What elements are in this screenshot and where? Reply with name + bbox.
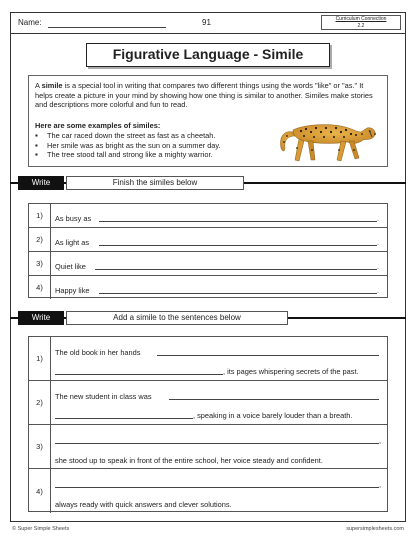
table-row [29,228,387,252]
row-number: 2) [29,381,51,424]
sentence-start: The new student in class was [55,392,152,401]
intro-text: is a special tool in writing that compares two different things using the words "like" or "as." It helps create a picture in your mind by showing how one thing is similar to another. Similes make stories and descriptions more colorful and fun to read. [35,81,373,110]
answer-line[interactable] [55,487,379,488]
intro-keyword: simile [41,81,63,90]
section1-tag: Write [18,176,64,190]
answer-line[interactable] [169,399,379,400]
comma-mark: , [379,436,382,445]
answer-line[interactable] [55,418,193,419]
table-row [29,469,387,513]
name-label: Name: [18,18,42,27]
row-number: 1) [29,337,51,380]
section2-tag: Write [18,311,64,325]
intro-paragraph [35,81,381,110]
sentence-end: , its pages whispering secrets of the past. [223,367,359,376]
answer-line[interactable] [95,269,377,270]
row-number: 3) [29,252,51,275]
sentence-end: she stood up to speak in front of the entire school, her voice steady and confident. [55,456,323,465]
example-item: ▪ The car raced down the street as fast as a cheetah. [35,131,221,141]
period-mark: . [377,286,380,295]
cheetah-illustration [275,110,379,166]
answer-line[interactable] [99,221,377,222]
page-title: Figurative Language - Simile [112,46,304,62]
name-field[interactable] [48,27,166,28]
section2-instruction: Add a simile to the sentences below [66,311,288,325]
row-number: 4) [29,469,51,513]
table-row [29,252,387,276]
row-number: 4) [29,276,51,299]
answer-line[interactable] [55,443,379,444]
row-number: 1) [29,204,51,227]
table-row [29,204,387,228]
curriculum-connection-badge [321,15,401,30]
example-item: ▪ Her smile was as bright as the sun on a summer day. [35,141,221,151]
table-row [29,276,387,299]
answer-line[interactable] [99,293,377,294]
title-box [86,43,330,67]
simile-prompt: Happy like [55,286,90,295]
sentence-end: , speaking in a voice barely louder than a breath. [193,411,353,420]
examples-title: Here are some examples of similes: [35,121,161,130]
row-number: 3) [29,425,51,468]
footer-copyright: © Super Simple Sheets [12,526,70,532]
period-mark: . [377,262,380,271]
simile-prompt: As light as [55,238,90,247]
example-item: ▪ The tree stood tall and strong like a mighty warrior. [35,150,221,160]
row-number: 2) [29,228,51,251]
curriculum-code: 2.2 [357,23,365,29]
table-row [29,425,387,469]
simile-prompt: Quiet like [55,262,86,271]
intro-box [28,75,388,167]
intro-lead: A [35,81,42,90]
table-row [29,337,387,381]
period-mark: . [377,214,380,223]
sentence-end: always ready with quick answers and clever solutions. [55,500,232,509]
sentence-start: The old book in her hands [55,348,141,357]
answer-line[interactable] [55,374,223,375]
examples-list [35,131,221,160]
period-mark: . [377,238,380,247]
comma-mark: , [379,480,382,489]
table-row [29,381,387,425]
section2-table [28,336,388,512]
section1-table [28,203,388,298]
simile-prompt: As busy as [55,214,92,223]
footer-website[interactable]: supersimplesheets.com [346,526,404,532]
section1-instruction: Finish the similes below [66,176,244,190]
curriculum-title: Curriculum Connection [335,16,387,22]
page-number: 91 [202,18,211,27]
answer-line[interactable] [157,355,379,356]
answer-line[interactable] [99,245,377,246]
header-row [10,12,406,34]
